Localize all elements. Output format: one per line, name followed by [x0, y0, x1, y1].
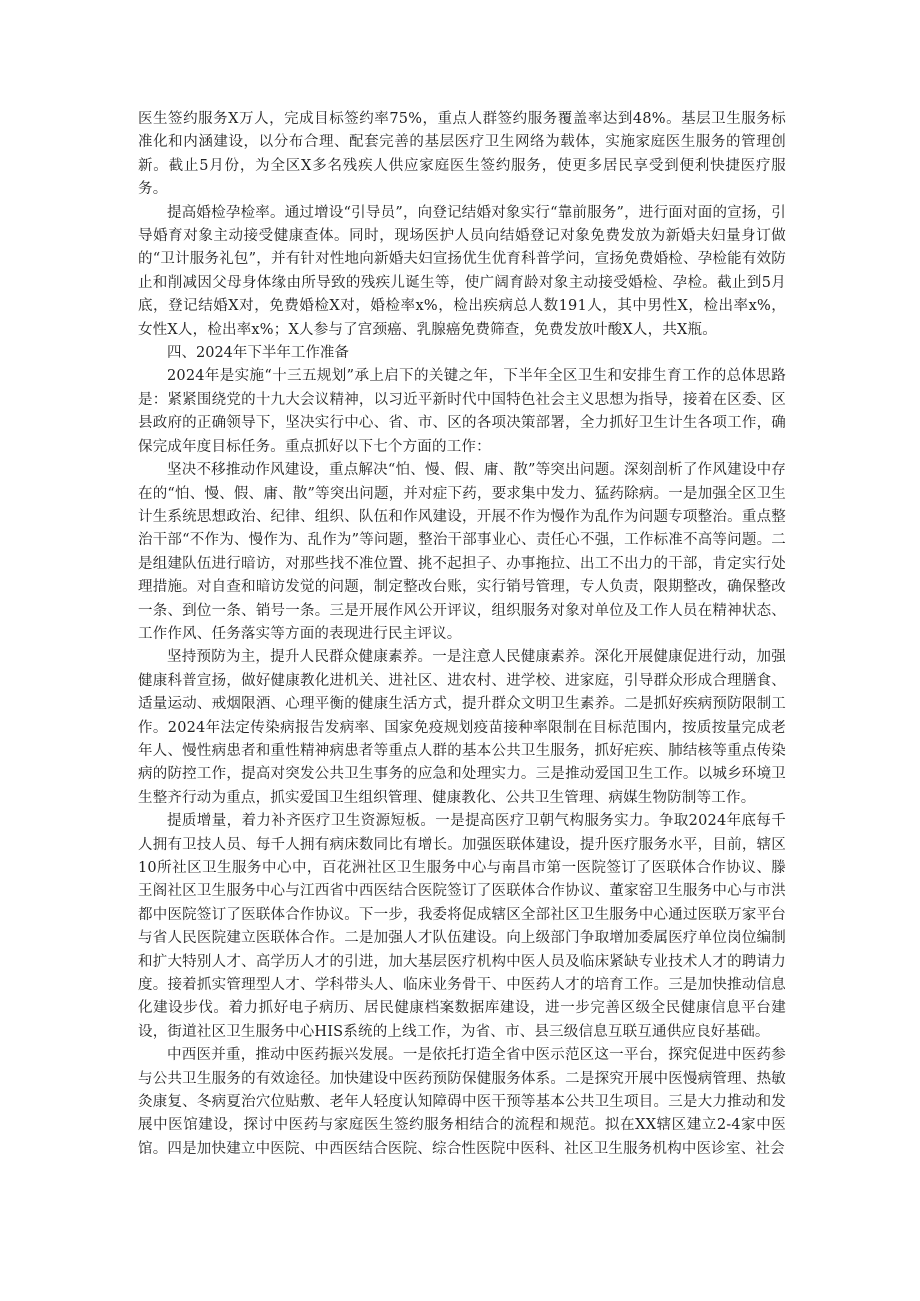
- paragraph-overall-plan: 2024年是实施“十三五规划”承上启下的关键之年，下半年全区卫生和安排生育工作的总体思路是：紧紧围绕党的十九大会议精神，以习近平新时代中国特色社会主义思想为指导，接着在区委、区县政府的正确领导下，坚决实行中心、省、市、区的各项决策部署，全力抓好卫生计生各项工作，确保完成年度目标任务。重点抓好以下七个方面的工作：: [138, 368, 786, 455]
- section-heading: 四、2024年下半年工作准备: [167, 345, 349, 362]
- paragraph-marriage-checkup: 提高婚检孕检率。通过增设“引导员”，向登记结婚对象实行“靠前服务”，进行面对面的宣扬，引导婚育对象主动接受健康查体。同时，现场医护人员向结婚登记对象免费发放为新婚夫妇量身订做的“卫计服务礼包”，并有针对性地向新婚夫妇宣扬优生优育科普学问，宣扬免费婚检、孕检能有效防止和削减因父母身体缘由所导致的残疾儿诞生等，使广阔育龄对象主动接受婚检、孕检。截止到5月底，登记结婚X对，免费婚检X对，婚检率x%，检出疾病总人数191人，其中男性X，检出率x%，女性X人，检出率x%；X人参与了宫颈癌、乳腺癌免费筛查，免费发放叶酸X人，共X瓶。: [138, 204, 786, 338]
- paragraph-work-style: 坚决不移推动作风建设，重点解决“怕、慢、假、庸、散”等突出问题。深刻剖析了作风建设中存在的“怕、慢、假、庸、散”等突出问题，并对症下药，要求集中发力、猛药除病。一是加强全区卫生计生系统思想政治、纪律、组织、队伍和作风建设，开展不作为慢作为乱作为问题专项整治。重点整治干部“不作为、慢作为、乱作为”等问题，整治干部事业心、责任心不强，工作标准不高等问题。二是组建队伍进行暗访，对那些找不准位置、挑不起担子、办事拖拉、出工不出力的干部，肯定实行处理措施。对自查和暗访发觉的问题，制定整改台账，实行销号管理，专人负责，限期整改，确保整改一条、到位一条、销号一条。三是开展作风公开评议，组织服务对象对单位及工作人员在精神状态、工作作风、任务落实等方面的表现进行民主评议。: [138, 462, 786, 642]
- paragraph-prevention: 坚持预防为主，提升人民群众健康素养。一是注意人民健康素养。深化开展健康促进行动，加强健康科普宣扬，做好健康教化进机关、进社区、进农村、进学校、进家庭，引导群众形成合理膳食、适量运动、戒烟限酒、心理平衡的健康生活方式，提升群众文明卫生素养。二是抓好疾病预防限制工作。2024年法定传染病报告发病率、国家免疫规划疫苗接种率限制在目标范围内，按质按量完成老年人、慢性病患者和重性精神病患者等重点人群的基本公共卫生服务，抓好疟疾、肺结核等重点传染病的防控工作，提高对突发公共卫生事务的应急和处理实力。三是推动爱国卫生工作。以城乡环境卫生整齐行动为重点，抓实爱国卫生组织管理、健康教化、公共卫生管理、病媒生物防制等工作。: [138, 649, 786, 806]
- paragraph-tcm: 中西医并重，推动中医药振兴发展。一是依托打造全省中医示范区这一平台，探究促进中医药参与公共卫生服务的有效途径。加快建设中医药预防保健服务体系。二是探究开展中医慢病管理、热敏灸康复、冬病夏治穴位贴敷、老年人轻度认知障碍中医干预等基本公共卫生项目。三是大力推动和发展中医馆建设，探讨中医药与家庭医生签约服务相结合的流程和规范。拟在XX辖区建立2-4家中医馆。四是加快建立中医院、中西医结合医院、综合性医院中医科、社区卫生服务机构中医诊室、社会: [138, 1047, 786, 1157]
- paragraph-medical-resources: 提质增量，着力补齐医疗卫生资源短板。一是提高医疗卫朝气构服务实力。争取2024年底每千人拥有卫技人员、每千人拥有病床数同比有增长。加强医联体建设，提升医疗服务水平，目前，辖区10所社区卫生服务中心中，百花洲社区卫生服务中心与南昌市第一医院签订了医联体合作协议、滕王阁社区卫生服务中心与江西省中西医结合医院签订了医联体合作协议、董家窑卫生服务中心与市洪都中医院签订了医联体合作协议。下一步，我委将促成辖区全部社区卫生服务中心通过医联万家平台与省人民医院建立医联体合作。二是加强人才队伍建设。向上级部门争取增加委属医疗单位岗位编制和扩大特别人才、高学历人才的引进，加大基层医疗机构中医人员及临床紧缺专业技术人才的聘请力度。接着抓实管理型人才、学科带头人、临床业务骨干、中医药人才的培育工作。三是加快推动信息化建设步伐。着力抓好电子病历、居民健康档案数据库建设，进一步完善区级全民健康信息平台建设，街道社区卫生服务中心HIS系统的上线工作，为省、市、县三级信息互联互通供应良好基础。: [138, 813, 786, 1040]
- document-page: [138, 108, 786, 1161]
- paragraph-contracted-service: 医生签约服务X万人，完成目标签约率75%，重点人群签约服务覆盖率达到48%。基层卫生服务标准化和内涵建设，以分布合理、配套完善的基层医疗卫生网络为载体，实施家庭医生服务的管理创新。截止5月份，为全区X多名残疾人供应家庭医生签约服务，使更多居民享受到便利快捷医疗服务。: [138, 111, 786, 198]
